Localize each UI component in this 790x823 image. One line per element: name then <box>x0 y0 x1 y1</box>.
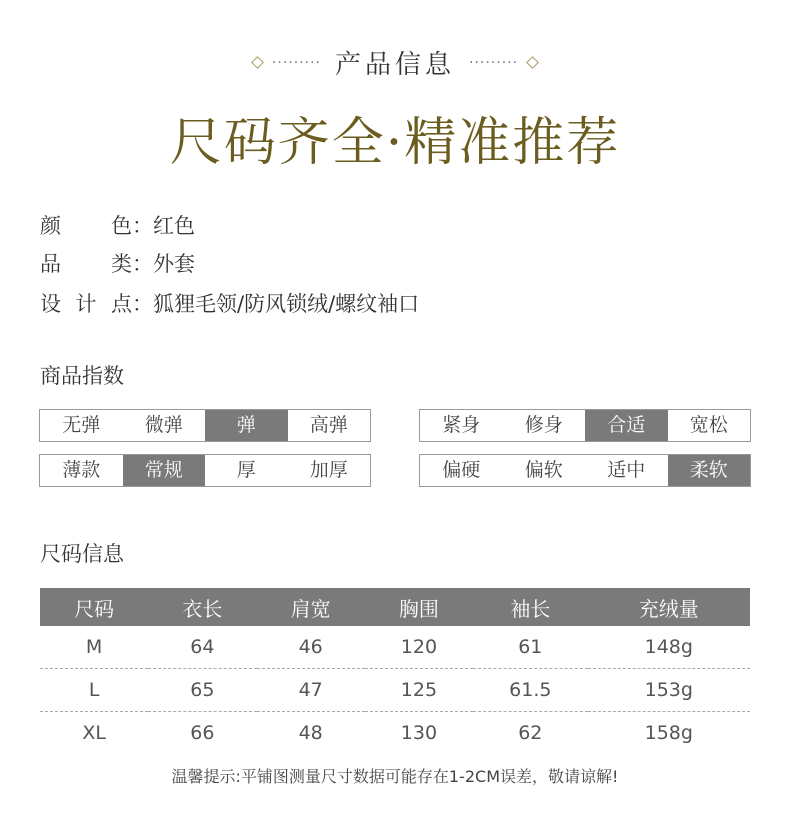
index-option: 加厚 <box>309 459 348 481</box>
diamond-icon <box>251 56 264 69</box>
index-option: 偏硬 <box>442 459 481 481</box>
index-option: 厚 <box>236 459 256 481</box>
table-cell: 158g <box>644 722 693 744</box>
table-cell: 61.5 <box>473 669 588 712</box>
table-cell: 66 <box>190 722 215 744</box>
info-label: 设计点 <box>40 292 132 316</box>
table-cell: 148g <box>588 626 750 669</box>
column-header: 衣长 <box>148 588 256 626</box>
index-option: 高弹 <box>309 414 348 436</box>
index-option: 微弹 <box>144 414 183 436</box>
main-title: 尺码齐全·精准推荐 <box>169 113 621 173</box>
table-cell: 64 <box>148 626 256 669</box>
section-label: 产品信息 <box>334 50 455 80</box>
table-cell: 120 <box>365 626 473 669</box>
table-cell: 48 <box>298 722 323 744</box>
column-header: 尺码 <box>40 588 148 626</box>
info-label: 品类 <box>40 252 132 276</box>
thickness-index <box>39 454 371 487</box>
table-row <box>40 669 750 712</box>
info-value: 红色 <box>153 214 195 238</box>
index-option: 偏软 <box>524 459 563 481</box>
index-option: 紧身 <box>442 414 481 436</box>
table-cell: 46 <box>257 626 365 669</box>
column-header: 充绒量 <box>588 588 750 626</box>
size-section-title: 尺码信息 <box>40 542 124 566</box>
table-cell: 47 <box>257 669 365 712</box>
index-option: 无弹 <box>62 414 101 436</box>
index-option-selected: 合适 <box>585 410 668 441</box>
table-cell: 62 <box>518 722 543 744</box>
fit-index <box>419 409 751 442</box>
info-design: 设计点：狐狸毛领/防风锁绒/螺纹袖口 <box>40 288 419 318</box>
table-cell: 153g <box>588 669 750 712</box>
column-header: 胸围 <box>365 588 473 626</box>
index-option-selected: 常规 <box>123 455 206 486</box>
table-cell: M <box>40 626 148 669</box>
dots-divider: ········· <box>469 54 519 71</box>
info-color: 颜色：红色 <box>40 210 195 240</box>
dots-divider: ········· <box>271 54 321 71</box>
table-cell: 61 <box>473 626 588 669</box>
info-label: 颜色 <box>40 214 132 238</box>
index-option: 修身 <box>524 414 563 436</box>
column-header: 肩宽 <box>257 588 365 626</box>
index-option: 宽松 <box>689 414 728 436</box>
index-option-selected: 弹 <box>205 410 288 441</box>
table-cell: XL <box>82 722 106 744</box>
index-option: 薄款 <box>62 459 101 481</box>
table-cell: 130 <box>400 722 438 744</box>
table-header-row <box>40 588 750 626</box>
table-cell: L <box>40 669 148 712</box>
softness-index <box>419 454 751 487</box>
table-cell: 65 <box>148 669 256 712</box>
index-option: 适中 <box>607 459 646 481</box>
diamond-icon <box>526 56 539 69</box>
table-row <box>40 626 750 669</box>
note-text: 温馨提示:平铺图测量尺寸数据可能存在1-2CM误差，敬请谅解! <box>171 767 619 786</box>
size-table <box>40 588 750 754</box>
section-header <box>0 44 790 84</box>
info-value: 外套 <box>153 252 195 276</box>
info-category: 品类：外套 <box>40 248 195 278</box>
elasticity-index <box>39 409 371 442</box>
index-section-title: 商品指数 <box>40 364 124 388</box>
table-cell: 125 <box>365 669 473 712</box>
info-value: 狐狸毛领/防风锁绒/螺纹袖口 <box>153 292 420 316</box>
table-row <box>40 712 750 755</box>
column-header: 袖长 <box>473 588 588 626</box>
index-option-selected: 柔软 <box>668 455 751 486</box>
